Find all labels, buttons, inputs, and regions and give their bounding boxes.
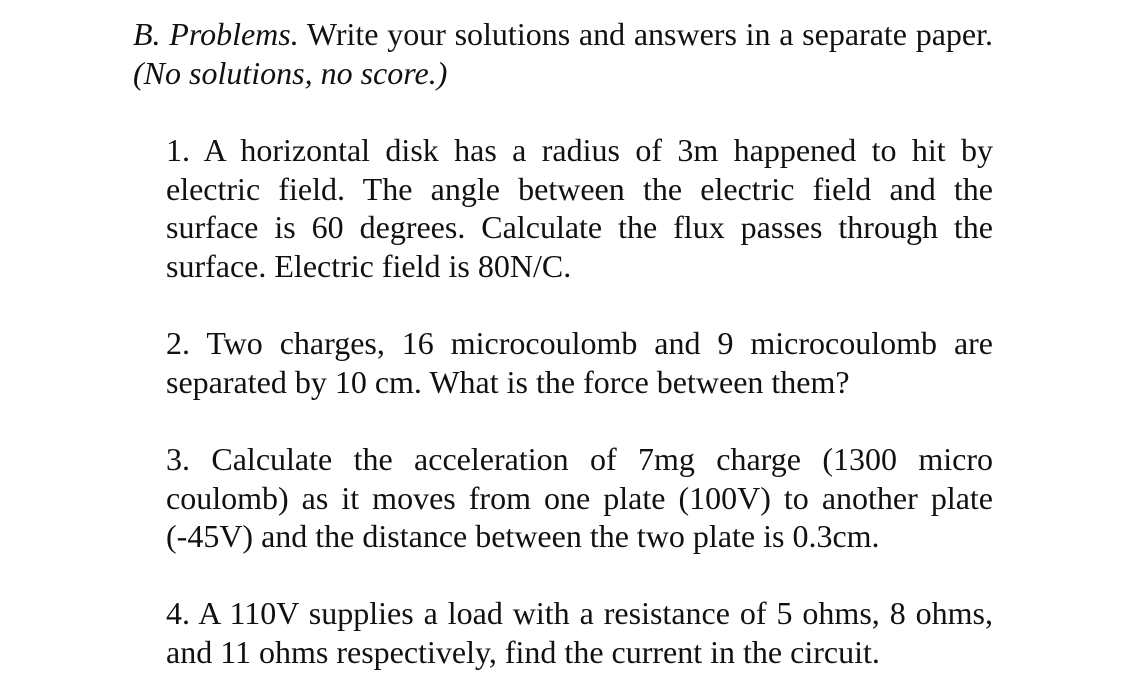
problem-1-number: 1. xyxy=(166,132,190,168)
section-instruction: Write your solutions and answers in a separate paper. xyxy=(306,16,994,52)
problem-2-number: 2. xyxy=(166,325,190,361)
section-label: B. Problems. xyxy=(133,16,299,52)
problem-4-text: A 110V supplies a load with a resistance of 5 ohms, 8 ohms, and 11 ohms respectively, find the current in the circuit. xyxy=(166,595,994,670)
section-header xyxy=(133,15,993,92)
problem-1 xyxy=(166,131,993,286)
problem-1-text: A horizontal disk has a radius of 3m happened to hit by electric field. The angle between the electric field and the surface is 60 degrees. Calculate the flux passes through the surface. Electric field is 80N/C. xyxy=(166,132,994,285)
problem-4 xyxy=(166,594,993,671)
problem-2-text: Two charges, 16 microcoulomb and 9 microcoulomb are separated by 10 cm. What is the force between them? xyxy=(166,325,993,400)
problem-2 xyxy=(166,324,993,401)
problem-3-text: Calculate the acceleration of 7mg charge (1300 micro coulomb) as it moves from one plate (100V) to another plate (-45V) and the distance between the two plate is 0.3cm. xyxy=(166,441,993,555)
problem-4-number: 4. xyxy=(166,595,190,631)
problem-3 xyxy=(166,440,993,556)
section-note: (No solutions, no score.) xyxy=(133,54,448,91)
problem-3-number: 3. xyxy=(166,441,190,477)
